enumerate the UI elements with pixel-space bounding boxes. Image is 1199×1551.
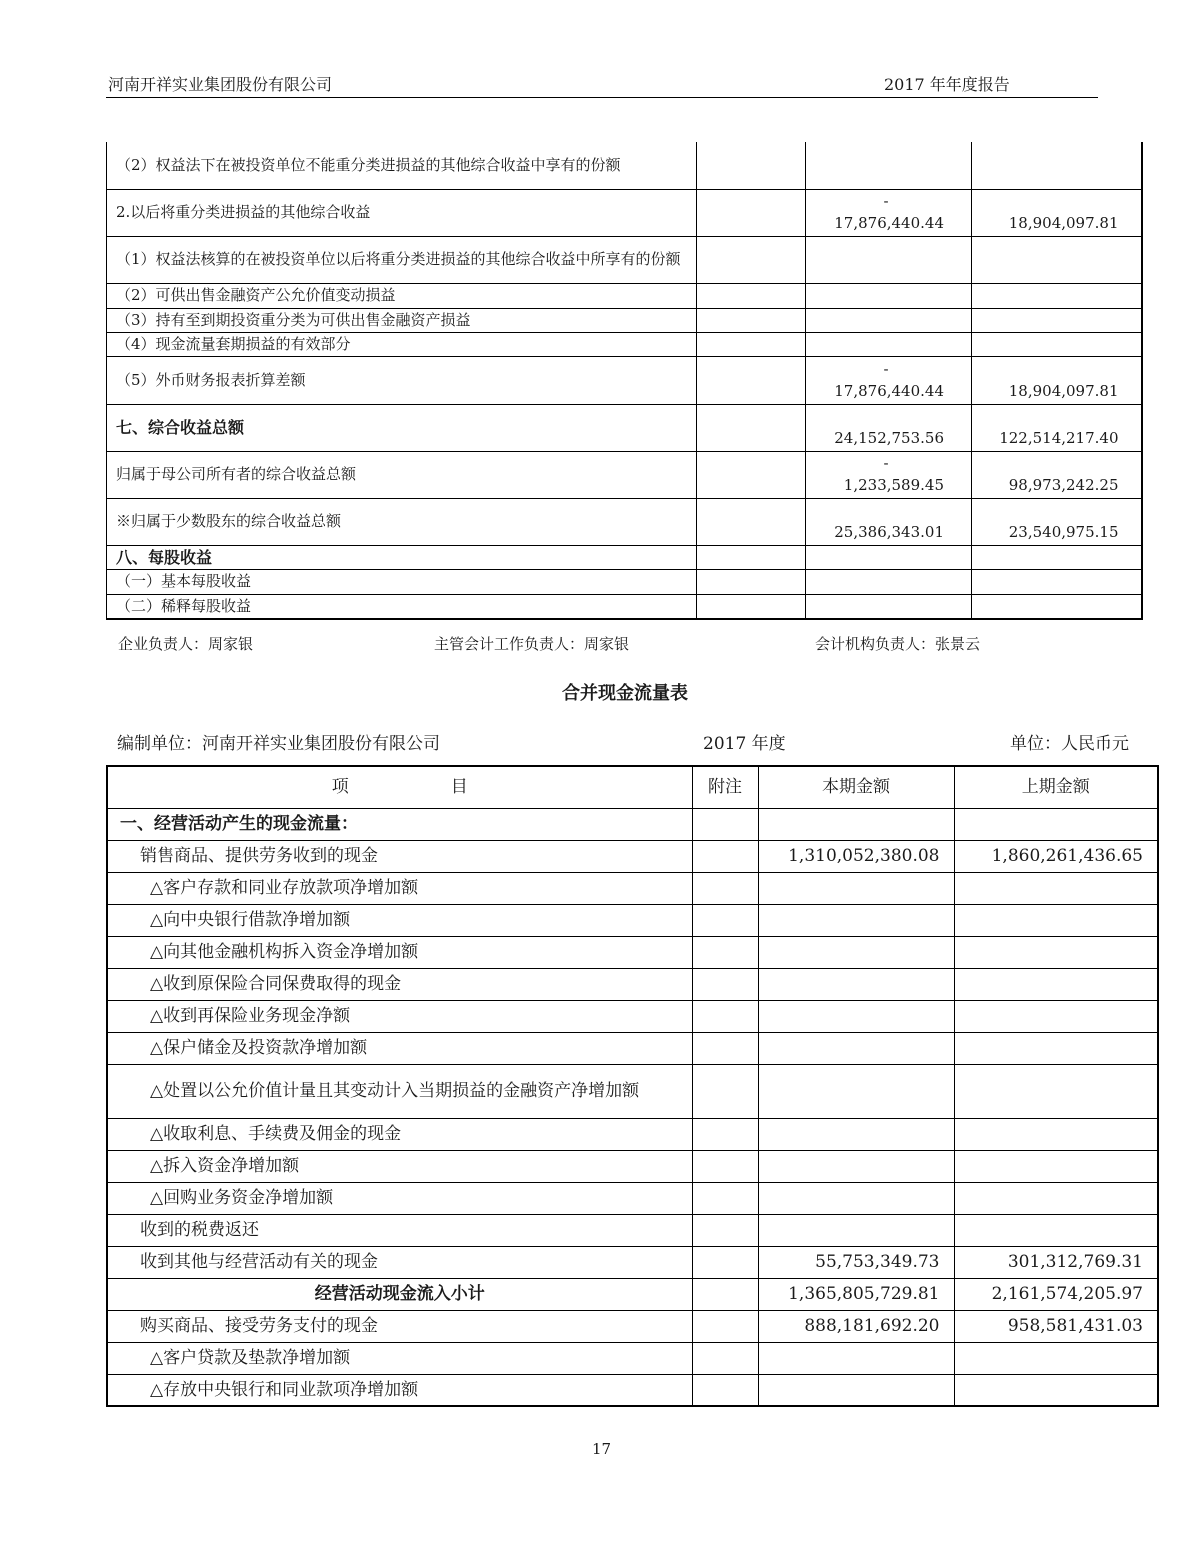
note-cell — [692, 1032, 758, 1064]
current-amount — [758, 1064, 954, 1118]
row-label: 七、综合收益总额 — [107, 404, 697, 451]
row-label: （3）持有至到期投资重分类为可供出售金融资产损益 — [107, 308, 697, 332]
table-row — [107, 1064, 1158, 1118]
previous-amount — [954, 1064, 1158, 1118]
row-label: 购买商品、接受劳务支付的现金 — [107, 1310, 692, 1342]
table-row — [107, 569, 1142, 594]
note-cell — [697, 451, 806, 498]
signature-accounting-agency: 会计机构负责人：张景云 — [815, 635, 981, 653]
row-label: △向中央银行借款净增加额 — [107, 904, 692, 936]
row-label: 八、每股收益 — [107, 545, 697, 569]
note-cell — [692, 1064, 758, 1118]
table-row — [107, 189, 1142, 236]
table-row — [107, 936, 1158, 968]
previous-amount — [954, 872, 1158, 904]
current-amount-cell — [806, 189, 972, 236]
table-row — [107, 872, 1158, 904]
current-amount — [806, 545, 972, 569]
row-label: （1）权益法核算的在被投资单位以后将重分类进损益的其他综合收益中所享有的份额 — [107, 236, 697, 283]
previous-amount — [954, 1214, 1158, 1246]
note-cell — [692, 1118, 758, 1150]
table-row — [107, 1246, 1158, 1278]
row-label: △收到原保险合同保费取得的现金 — [107, 968, 692, 1000]
previous-amount — [972, 142, 1142, 189]
current-amount: 17,876,440.44 — [834, 213, 944, 232]
current-amount — [806, 142, 972, 189]
note-cell — [697, 332, 806, 356]
current-amount — [758, 808, 954, 840]
subtotal-row — [107, 1278, 1158, 1310]
row-label: △客户存款和同业存放款项净增加额 — [107, 872, 692, 904]
negative-sign: - — [883, 453, 889, 472]
current-amount — [806, 283, 972, 308]
row-label: （2）权益法下在被投资单位不能重分类进损益的其他综合收益中享有的份额 — [107, 142, 697, 189]
previous-amount — [972, 594, 1142, 619]
current-amount: 25,386,343.01 — [806, 498, 972, 545]
note-cell — [692, 808, 758, 840]
cashflow-table — [106, 765, 1159, 1407]
negative-sign: - — [883, 359, 889, 378]
table-row — [107, 1000, 1158, 1032]
table-row — [107, 545, 1142, 569]
note-cell — [692, 968, 758, 1000]
previous-amount: 2,161,574,205.97 — [954, 1278, 1158, 1310]
note-cell — [692, 1246, 758, 1278]
previous-amount — [954, 968, 1158, 1000]
previous-amount: 958,581,431.03 — [954, 1310, 1158, 1342]
table-row — [107, 1374, 1158, 1406]
row-label: 归属于母公司所有者的综合收益总额 — [107, 451, 697, 498]
header-rule — [106, 97, 1098, 98]
row-label: △保户储金及投资款净增加额 — [107, 1032, 692, 1064]
previous-amount — [954, 1000, 1158, 1032]
note-cell — [697, 189, 806, 236]
note-cell — [697, 569, 806, 594]
note-cell — [697, 356, 806, 404]
current-amount — [758, 1342, 954, 1374]
table-row — [107, 1150, 1158, 1182]
signature-accounting-head: 主管会计工作负责人：周家银 — [434, 635, 630, 653]
signature-legal-representative: 企业负责人：周家银 — [118, 635, 254, 653]
previous-amount — [954, 936, 1158, 968]
current-amount: 17,876,440.44 — [834, 381, 944, 400]
note-cell — [697, 283, 806, 308]
prepared-by: 编制单位：河南开祥实业集团股份有限公司 — [117, 734, 440, 754]
table-row — [107, 356, 1142, 404]
previous-amount — [972, 283, 1142, 308]
row-label: 销售商品、提供劳务收到的现金 — [107, 840, 692, 872]
row-label: 收到的税费返还 — [107, 1214, 692, 1246]
row-label: 收到其他与经营活动有关的现金 — [107, 1246, 692, 1278]
table-row — [107, 904, 1158, 936]
note-cell — [692, 1278, 758, 1310]
note-cell — [692, 1150, 758, 1182]
current-amount — [758, 1150, 954, 1182]
previous-amount — [972, 545, 1142, 569]
note-cell — [692, 1214, 758, 1246]
table-row — [107, 142, 1142, 189]
row-label: △处置以公允价值计量且其变动计入当期损益的金融资产净增加额 — [107, 1064, 692, 1118]
current-amount — [758, 872, 954, 904]
row-label: ※归属于少数股东的综合收益总额 — [107, 498, 697, 545]
row-label: （一）基本每股收益 — [107, 569, 697, 594]
row-label: 一、经营活动产生的现金流量： — [107, 808, 692, 840]
previous-amount: 301,312,769.31 — [954, 1246, 1158, 1278]
current-amount: 888,181,692.20 — [758, 1310, 954, 1342]
row-label: （二）稀释每股收益 — [107, 594, 697, 619]
table-header-row — [107, 766, 1158, 808]
previous-amount: 98,973,242.25 — [972, 451, 1142, 498]
row-label: （4）现金流量套期损益的有效部分 — [107, 332, 697, 356]
current-amount — [758, 1000, 954, 1032]
cashflow-title: 合并现金流量表 — [562, 683, 688, 704]
header-report-title: 2017 年年度报告 — [884, 75, 1010, 94]
table-row — [107, 1310, 1158, 1342]
row-label: △回购业务资金净增加额 — [107, 1182, 692, 1214]
note-cell — [692, 1342, 758, 1374]
negative-sign: - — [883, 191, 889, 210]
previous-amount — [954, 904, 1158, 936]
note-cell — [697, 308, 806, 332]
note-cell — [692, 904, 758, 936]
table-row — [107, 840, 1158, 872]
table-row — [107, 594, 1142, 619]
note-cell — [697, 404, 806, 451]
column-header-previous: 上期金额 — [954, 766, 1158, 808]
note-cell — [697, 236, 806, 283]
note-cell — [692, 1310, 758, 1342]
table-row — [107, 968, 1158, 1000]
current-amount — [806, 308, 972, 332]
currency-unit: 单位：人民币元 — [1010, 734, 1129, 754]
income-statement-table — [106, 142, 1143, 620]
current-amount-cell — [806, 356, 972, 404]
row-label: △拆入资金净增加额 — [107, 1150, 692, 1182]
row-label: △存放中央银行和同业款项净增加额 — [107, 1374, 692, 1406]
note-cell — [692, 840, 758, 872]
row-label: 2.以后将重分类进损益的其他综合收益 — [107, 189, 697, 236]
table-row — [107, 332, 1142, 356]
table-row — [107, 808, 1158, 840]
header-company: 河南开祥实业集团股份有限公司 — [108, 75, 333, 94]
previous-amount — [972, 308, 1142, 332]
current-amount — [758, 1182, 954, 1214]
table-row — [107, 1032, 1158, 1064]
note-cell — [692, 1182, 758, 1214]
current-amount — [806, 594, 972, 619]
previous-amount — [972, 236, 1142, 283]
previous-amount: 23,540,975.15 — [972, 498, 1142, 545]
previous-amount — [954, 1150, 1158, 1182]
row-label: △向其他金融机构拆入资金净增加额 — [107, 936, 692, 968]
previous-amount: 18,904,097.81 — [972, 356, 1142, 404]
table-row — [107, 236, 1142, 283]
table-row — [107, 451, 1142, 498]
current-amount — [758, 936, 954, 968]
previous-amount — [972, 569, 1142, 594]
note-cell — [697, 498, 806, 545]
table-row — [107, 498, 1142, 545]
current-amount — [758, 1118, 954, 1150]
previous-amount — [972, 332, 1142, 356]
current-amount: 1,365,805,729.81 — [758, 1278, 954, 1310]
row-label: △客户贷款及垫款净增加额 — [107, 1342, 692, 1374]
note-cell — [692, 1374, 758, 1406]
previous-amount: 122,514,217.40 — [972, 404, 1142, 451]
previous-amount — [954, 1374, 1158, 1406]
current-amount — [758, 1214, 954, 1246]
note-cell — [692, 936, 758, 968]
current-amount — [758, 1032, 954, 1064]
current-amount-cell — [806, 451, 972, 498]
note-cell — [697, 142, 806, 189]
row-label: △收到再保险业务现金净额 — [107, 1000, 692, 1032]
table-row — [107, 1182, 1158, 1214]
column-header-item: 项 目 — [107, 766, 692, 808]
table-row — [107, 1342, 1158, 1374]
previous-amount — [954, 1032, 1158, 1064]
current-amount — [806, 332, 972, 356]
table-row — [107, 283, 1142, 308]
row-label: （5）外币财务报表折算差额 — [107, 356, 697, 404]
current-amount: 1,233,589.45 — [843, 475, 944, 494]
note-cell — [697, 545, 806, 569]
current-amount: 55,753,349.73 — [758, 1246, 954, 1278]
current-amount — [806, 236, 972, 283]
previous-amount — [954, 1182, 1158, 1214]
previous-amount: 18,904,097.81 — [972, 189, 1142, 236]
current-amount — [758, 1374, 954, 1406]
current-amount: 24,152,753.56 — [806, 404, 972, 451]
previous-amount: 1,860,261,436.65 — [954, 840, 1158, 872]
table-row — [107, 1214, 1158, 1246]
table-row — [107, 1118, 1158, 1150]
previous-amount — [954, 1118, 1158, 1150]
note-cell — [692, 1000, 758, 1032]
table-row — [107, 404, 1142, 451]
current-amount — [758, 968, 954, 1000]
column-header-note: 附注 — [692, 766, 758, 808]
table-row — [107, 308, 1142, 332]
current-amount: 1,310,052,380.08 — [758, 840, 954, 872]
note-cell — [692, 872, 758, 904]
current-amount — [758, 904, 954, 936]
previous-amount — [954, 808, 1158, 840]
row-label: （2）可供出售金融资产公允价值变动损益 — [107, 283, 697, 308]
report-period: 2017 年度 — [703, 734, 786, 754]
current-amount — [806, 569, 972, 594]
page-number: 17 — [592, 1440, 612, 1458]
row-label: △收取利息、手续费及佣金的现金 — [107, 1118, 692, 1150]
row-label: 经营活动现金流入小计 — [107, 1278, 692, 1310]
column-header-current: 本期金额 — [758, 766, 954, 808]
note-cell — [697, 594, 806, 619]
previous-amount — [954, 1342, 1158, 1374]
